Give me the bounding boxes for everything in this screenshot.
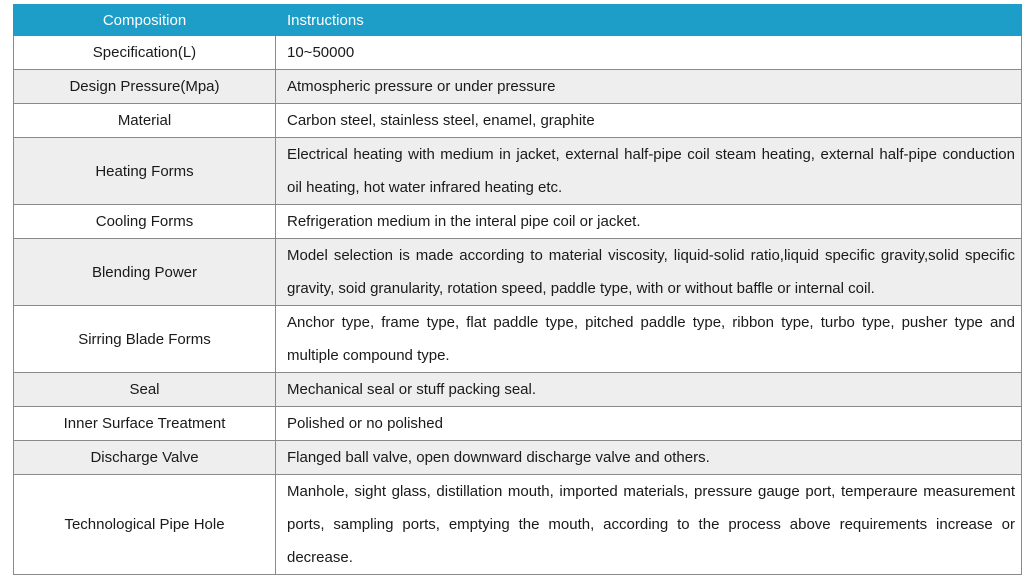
header-instructions: Instructions xyxy=(276,5,1022,36)
row-value: Polished or no polished xyxy=(276,407,1022,441)
row-value: Model selection is made according to material viscosity, liquid-solid ratio,liquid specific gravity,solid specific gravity, soid granularity, rotation speed, paddle type, with or without baffle or internal coil. xyxy=(276,239,1022,306)
table-row xyxy=(14,205,1022,239)
row-name: Sirring Blade Forms xyxy=(14,306,276,373)
table-row xyxy=(14,373,1022,407)
row-value: Carbon steel, stainless steel, enamel, graphite xyxy=(276,104,1022,138)
table-row xyxy=(14,239,1022,306)
row-value: Anchor type, frame type, flat paddle type, pitched paddle type, ribbon type, turbo type, pusher type and multiple compound type. xyxy=(276,306,1022,373)
spec-table-container xyxy=(13,4,1021,575)
row-name: Blending Power xyxy=(14,239,276,306)
row-value: Mechanical seal or stuff packing seal. xyxy=(276,373,1022,407)
table-row xyxy=(14,441,1022,475)
row-value: Electrical heating with medium in jacket, external half-pipe coil steam heating, external half-pipe conduction oil heating, hot water infrared heating etc. xyxy=(276,138,1022,205)
table-header-row xyxy=(14,5,1022,36)
row-value: Manhole, sight glass, distillation mouth, imported materials, pressure gauge port, temperaure measurement ports, sampling ports, emptying the mouth, according to the process above requirements increase or decrease. xyxy=(276,475,1022,575)
table-row xyxy=(14,104,1022,138)
row-name: Design Pressure(Mpa) xyxy=(14,70,276,104)
row-name: Seal xyxy=(14,373,276,407)
row-name: Cooling Forms xyxy=(14,205,276,239)
table-row xyxy=(14,407,1022,441)
table-row xyxy=(14,306,1022,373)
table-row xyxy=(14,70,1022,104)
header-composition: Composition xyxy=(14,5,276,36)
table-row xyxy=(14,36,1022,70)
row-name: Specification(L) xyxy=(14,36,276,70)
row-name: Discharge Valve xyxy=(14,441,276,475)
row-name: Technological Pipe Hole xyxy=(14,475,276,575)
row-name: Inner Surface Treatment xyxy=(14,407,276,441)
spec-table xyxy=(13,4,1022,575)
row-value: 10~50000 xyxy=(276,36,1022,70)
row-value: Flanged ball valve, open downward discharge valve and others. xyxy=(276,441,1022,475)
row-value: Atmospheric pressure or under pressure xyxy=(276,70,1022,104)
row-value: Refrigeration medium in the interal pipe coil or jacket. xyxy=(276,205,1022,239)
table-row xyxy=(14,475,1022,575)
table-row xyxy=(14,138,1022,205)
row-name: Heating Forms xyxy=(14,138,276,205)
row-name: Material xyxy=(14,104,276,138)
